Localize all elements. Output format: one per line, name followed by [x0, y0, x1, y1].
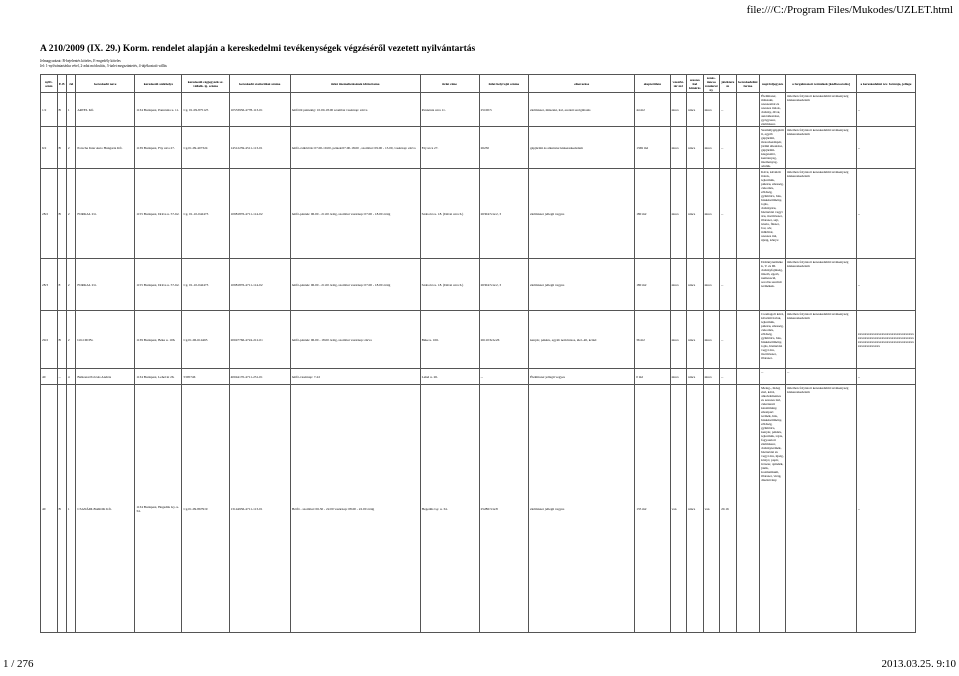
table-cell: nincs — [703, 169, 720, 259]
table-cell — [736, 169, 760, 259]
table-cell: 28/2 — [41, 169, 58, 259]
col-header: vásárló-tér m2 — [670, 75, 687, 93]
table-cell: hétfő-csütörtök: 07.00-19.00, péntek:07.00-18.00 , szombat: 09.00 - 13.00, vasárnap: zárva — [290, 127, 420, 169]
col-header: alapterülete — [635, 75, 670, 93]
table-cell: 40044170-4711-231-01 — [229, 369, 290, 385]
table-cell: 1 — [66, 385, 75, 633]
table-cell: 44 m2 — [635, 93, 670, 127]
table-cell: 1369 m2 — [635, 127, 670, 169]
table-cell: Hétfő - szombat: 06.30 - 22.00 vasárnap: 08.00 - 22.00 óráig — [290, 385, 420, 633]
table-cell: nincs — [703, 369, 720, 385]
table-cell: CSANÁDI-BAROK Kft. — [76, 385, 135, 633]
table-cell: Szabolcs u. 18. (Dévai utca 6.) — [420, 169, 479, 259]
table-cell: Élelmiszer jellegű vegyes — [529, 369, 635, 385]
table-cell: 28/3 — [41, 259, 58, 311]
table-cell: -- — [856, 385, 915, 633]
table-cell: B — [57, 169, 66, 259]
table-cell: 29/2 — [41, 311, 58, 369]
table-cell: 13144936-4711-113-01 — [229, 385, 290, 633]
table-cell: 1155 Budapest, Dráva u. 57-62. — [135, 169, 182, 259]
table-cell: Porsche Inter Auto Hungaria Kft. — [76, 127, 135, 169]
legend — [40, 59, 167, 69]
legend-line: Jelmagyarázat: B-bejelentés köteles, E-engedély köteles — [40, 59, 121, 63]
print-datetime: 2013.03.25. 9:10 — [881, 658, 956, 670]
col-header: kereskedő székhelye — [135, 75, 182, 93]
header-row — [41, 75, 916, 93]
table-cell: Béke u. 106. — [420, 311, 479, 369]
table-cell: élelmiszer jellegű vegyes — [529, 259, 635, 311]
table-cell: nincs — [687, 127, 704, 169]
table-cell: Csomagolt kávé, kávéízű italok, tejtermék, pékáru, édesség, cukoráru, zöldség, gyümölcs, hús, húskészítmény, tojás, háztartási vegyi áru, tisztítószer, illatszer. — [760, 311, 786, 369]
table-cell: 1134 Budapest, Hegedűs Gy. u. 34. — [135, 385, 182, 633]
page-counter: 1 / 276 — [3, 658, 34, 670]
table-cell: 0 m2 — [635, 369, 670, 385]
table-cell: üzletben folytatott kereskedelmi tevékenység kiskereskedelem — [786, 169, 857, 259]
col-header: elnevezése — [529, 75, 635, 93]
table-cell: -- — [57, 369, 66, 385]
col-header: játékterem — [720, 75, 737, 93]
table-cell: gépjármű és alkatrész kiskereskedelem — [529, 127, 635, 169]
col-header: a forgalmazott termékek [kódbesorolás] — [786, 75, 857, 93]
table-cell: nincs — [670, 369, 687, 385]
table-row — [41, 259, 916, 311]
col-header: kereskedelmi forma — [736, 75, 760, 93]
table-body — [41, 93, 916, 633]
table-cell — [736, 311, 760, 369]
table-cell: -- — [856, 127, 915, 169]
table-cell: -- — [856, 369, 915, 385]
table-cell: hétfő-péntek: 06.00 - 21.00 óráig, szombat vasárnap: 07.00 - 18.00 óráig — [290, 169, 420, 259]
table-cell: Cg. 01-09-875125 — [182, 93, 229, 127]
table-cell — [736, 385, 760, 633]
table-cell: 25286/3/A/8 — [479, 385, 529, 633]
table-cell: -- — [720, 169, 737, 259]
table-cell: -- — [856, 169, 915, 259]
table-cell: nincs — [703, 93, 720, 127]
table-cell — [736, 93, 760, 127]
table-cell: 1155 Budapest, Dráva u. 57-62. — [135, 259, 182, 311]
table-cell: Szabolcs u. 18. (Dévai utca 6.) — [420, 259, 479, 311]
table-cell: Cg.01-09-867919 — [182, 385, 229, 633]
table-cell: 1134 Budapest, Pannónia u. 11. — [135, 93, 182, 127]
table-cell: Cg. 01-10-042473 — [182, 169, 229, 259]
table-cell: nincs — [670, 93, 687, 127]
col-header: üzlet címe — [420, 75, 479, 93]
table-cell: élelmiszer jellegű vegyes — [529, 169, 635, 259]
col-header: szeszes ital kimérés — [687, 75, 704, 93]
table-cell: nincs — [670, 169, 687, 259]
table-cell: -- — [856, 93, 915, 127]
table-cell: 135 m2 — [635, 385, 670, 633]
table-cell: B — [57, 127, 66, 169]
table-cell: nincs — [687, 385, 704, 633]
table-cell: E — [57, 259, 66, 311]
table-cell: 10533936-4778-113-01 — [229, 93, 290, 127]
table-cell: 2 — [66, 259, 75, 311]
table-cell: -- — [786, 369, 857, 385]
table-cell: 20.16 — [720, 385, 737, 633]
table-cell: nincs — [703, 259, 720, 311]
table-cell: hétfő-vasárnap: 7-22 — [290, 369, 420, 385]
table-cell: hétfő-péntek: 06.00 - 18.00 óráig, szombat vasárnap: zárva — [290, 311, 420, 369]
col-header: E-B — [57, 75, 66, 93]
table-cell: élelmiszer jellegű vegyes — [529, 385, 635, 633]
table-cell: ARTEL Kft. — [76, 93, 135, 127]
page-url: file:///C:/Program Files/Mukodes/UZLET.html — [746, 4, 953, 16]
col-header: kereskedő cégjegyzék sz. vállalk. ig. száma — [182, 75, 229, 93]
table-cell: 26304/5/A/2, 3 — [479, 259, 529, 311]
table-cell: Fáy utca 27. — [420, 127, 479, 169]
table-cell: Meleg-, hideg étel, kávé, alkoholmentes és szeszes ital, cukrászati készítmény, édesipari termék, hús, húskészítmény, zöldség, gyümölcs, kenyér, pékáru, tejtermék, tojás, fagyasztott élelmiszer, dohánytermék, háztartási és vegyi áru, újság, könyv, papír, írószer, ajándék, játék, kozmetikum, illatszer, virág, dísznövény. — [760, 385, 786, 633]
table-cell: van — [670, 385, 687, 633]
table-cell: hétfőtől péntekig: 10.00-18.00 szombat vasárnap: zárva — [290, 93, 420, 127]
table-cell: nincs — [703, 127, 720, 169]
table-cell: üzletben folytatott kereskedelmi tevékenység kiskereskedelem — [786, 259, 857, 311]
table-cell: 10981876-4711-114-02 — [229, 259, 290, 311]
table-cell: nincs — [670, 311, 687, 369]
table-cell: FORKAL Zrt. — [76, 169, 135, 259]
table-cell: -- — [720, 127, 737, 169]
table-cell: -- — [760, 369, 786, 385]
table-cell — [736, 127, 760, 169]
table-cell: 180 m2 — [635, 259, 670, 311]
col-header: nyilv. szám — [41, 75, 58, 93]
document-title: A 210/2009 (IX. 29.) Korm. rendelet alapján a kereskedelmi tevékenységek végzéséről vezetett nyilvántartás — [40, 44, 476, 54]
table-cell: 26304/5/A/2, 3 — [479, 169, 529, 259]
table-cell — [736, 259, 760, 311]
table-cell: B — [57, 385, 66, 633]
legend-line: Jel: 1-nyilvántartásba vétel, 2-adat módosítás, 3-üzlet megszüntetés, 4-tájékoztató vállás — [40, 64, 167, 68]
table-cell: 2 — [66, 127, 75, 169]
table-cell: 1139 Budapest, Fáy utca 27. — [135, 127, 182, 169]
table-cell: B — [57, 311, 66, 369]
table-cell: üzletben folytatott kereskedelmi tevékenység kiskereskedelem — [786, 385, 857, 633]
table-cell: üzletben folytatott kereskedelmi tevékenység kiskereskedelem — [786, 93, 857, 127]
table-cell: -- — [720, 93, 737, 127]
table-cell: B — [57, 93, 66, 127]
table-cell: 1/2 — [41, 93, 58, 127]
table-cell: 26110/6/A/26 — [479, 311, 529, 369]
table-cell: 10981876-4711-114-02 — [229, 169, 290, 259]
table-cell: FORKAL Zrt. — [76, 259, 135, 311]
table-cell: Dohánytermékek, V. és III. dohányfajtúság, tüzelő, égető, nemesacél, sorolás szerinti termékek. — [760, 259, 786, 311]
table-cell: Cg.01-09-407324 — [182, 127, 229, 169]
table-cell: -- — [720, 369, 737, 385]
table-row — [41, 369, 916, 385]
table-cell: kenyér, pékáru, egyéb nem húsos, élel.-áll, kcikd — [529, 311, 635, 369]
table-cell: 26230 — [479, 127, 529, 169]
col-header: üzlet helyrajzi száma — [479, 75, 529, 93]
table-cell: üzletben folytatott kereskedelmi tevékenység kiskereskedelem — [786, 311, 857, 369]
table-cell: 6/2 — [41, 127, 58, 169]
table-cell: 25100/5 — [479, 93, 529, 127]
table-cell: Cg. 01-10-042473 — [182, 259, 229, 311]
table-cell: nincs — [670, 259, 687, 311]
table-cell: nincs — [687, 93, 704, 127]
table-cell: 1 — [66, 93, 75, 127]
table-cell: üzletben folytatott kereskedelmi tevékenység kiskereskedelem — [786, 127, 857, 169]
table-cell: Balkonai Polcsás András — [76, 369, 135, 385]
table-cell: 40 — [41, 385, 58, 633]
table-cell: -- — [720, 259, 737, 311]
table-cell: 4 — [66, 369, 75, 385]
col-header: napi feljegyzés — [760, 75, 786, 93]
table-cell: élelmiszer, műszaki, ital, eredeti szolgáltatás — [529, 93, 635, 127]
table-cell: 1134 Budapest, Lehel út 26. — [135, 369, 182, 385]
table-cell: 2 — [66, 311, 75, 369]
table-cell — [736, 369, 760, 385]
table-cell: Személygépjármű, egyéb gépjármű, motorkerékpár, jármű alkatrész, gépjármű-kiegészítő, kenőanyag, üzemanyag-adalék. — [761, 127, 784, 168]
table-cell: 1139 Budapest, Béke u. 106. — [135, 311, 182, 369]
table-cell: Élelmiszer, műszaki, szeszesital és szeszes italok, dohány, divat, autóalkatrész, gyógyszer, élelmiszer. — [760, 93, 786, 127]
table-cell: 40 — [41, 369, 58, 385]
table-cell: Cg.01-06-614465 — [182, 311, 229, 369]
table-row — [41, 127, 916, 169]
table-cell: -- — [720, 311, 737, 369]
table-cell: -- — [856, 259, 915, 311]
col-header: zenés-táncos rendezvény — [704, 75, 718, 92]
table-cell: 180 m2 — [635, 169, 670, 259]
table-cell: nincs — [670, 127, 687, 169]
table-cell: xxxxxxxxxxxxxxxxxxxxxxxxxxxxxxxxxxxxxxxxxxxxxxxxxxxxxxxxxxxxxxxxxxxxxxxxxxxxxxxxxxxxxxxxxxxxxxxxxxxxxxxxxxxxxxxx — [856, 311, 915, 369]
table-cell: 20047766-4724-212-01 — [229, 311, 290, 369]
table-cell: nincs — [703, 311, 720, 369]
table-row — [41, 385, 916, 633]
table-cell: hétfő-péntek: 06.00 - 21.00 óráig, szombat vasárnap: 07.00 - 18.00 óráig — [290, 259, 420, 311]
col-header: kereskedő neve — [76, 75, 135, 93]
table-cell: Kávé, kávéízű italok, tejtermék, pékáru, édesség, cukoráru, zöldség, gyümölcs, hús, húskészítmény, tojás, dohányáru, háztartási vegyi áru, tisztítószer, illatszer, sajt, tészta, fűszer, bor, sör, üdítőital, szeszes ital, újság, könyv. — [760, 169, 786, 259]
col-header: kereskedő statisztikai száma — [229, 75, 290, 93]
table-cell: LILCID Bt. — [76, 311, 135, 369]
col-header: a kereskedelmi tev. formája, jellege — [856, 75, 915, 93]
table-cell: nincs — [687, 311, 704, 369]
table-cell: 5395746 — [182, 369, 229, 385]
table-cell: nincs — [687, 369, 704, 385]
table-cell: Lehel u. 26. — [420, 369, 479, 385]
col-header: üzlet üzemeltetésének időtartama — [290, 75, 420, 93]
table-cell: nincs — [687, 169, 704, 259]
table-cell: nincs — [687, 259, 704, 311]
table-cell: Pannónia utca 11. — [420, 93, 479, 127]
table-cell: 14512239-4511-113-01 — [229, 127, 290, 169]
table-row — [41, 311, 916, 369]
table-row — [41, 93, 916, 127]
table-cell: van — [703, 385, 720, 633]
table-cell: 36 m2 — [635, 311, 670, 369]
register-table — [40, 74, 916, 633]
table-cell: Hegedűs Gy. u. 34. — [420, 385, 479, 633]
table-cell: -- — [479, 369, 529, 385]
col-header: Jel — [66, 75, 75, 93]
table-row — [41, 169, 916, 259]
table-cell: 2 — [66, 169, 75, 259]
